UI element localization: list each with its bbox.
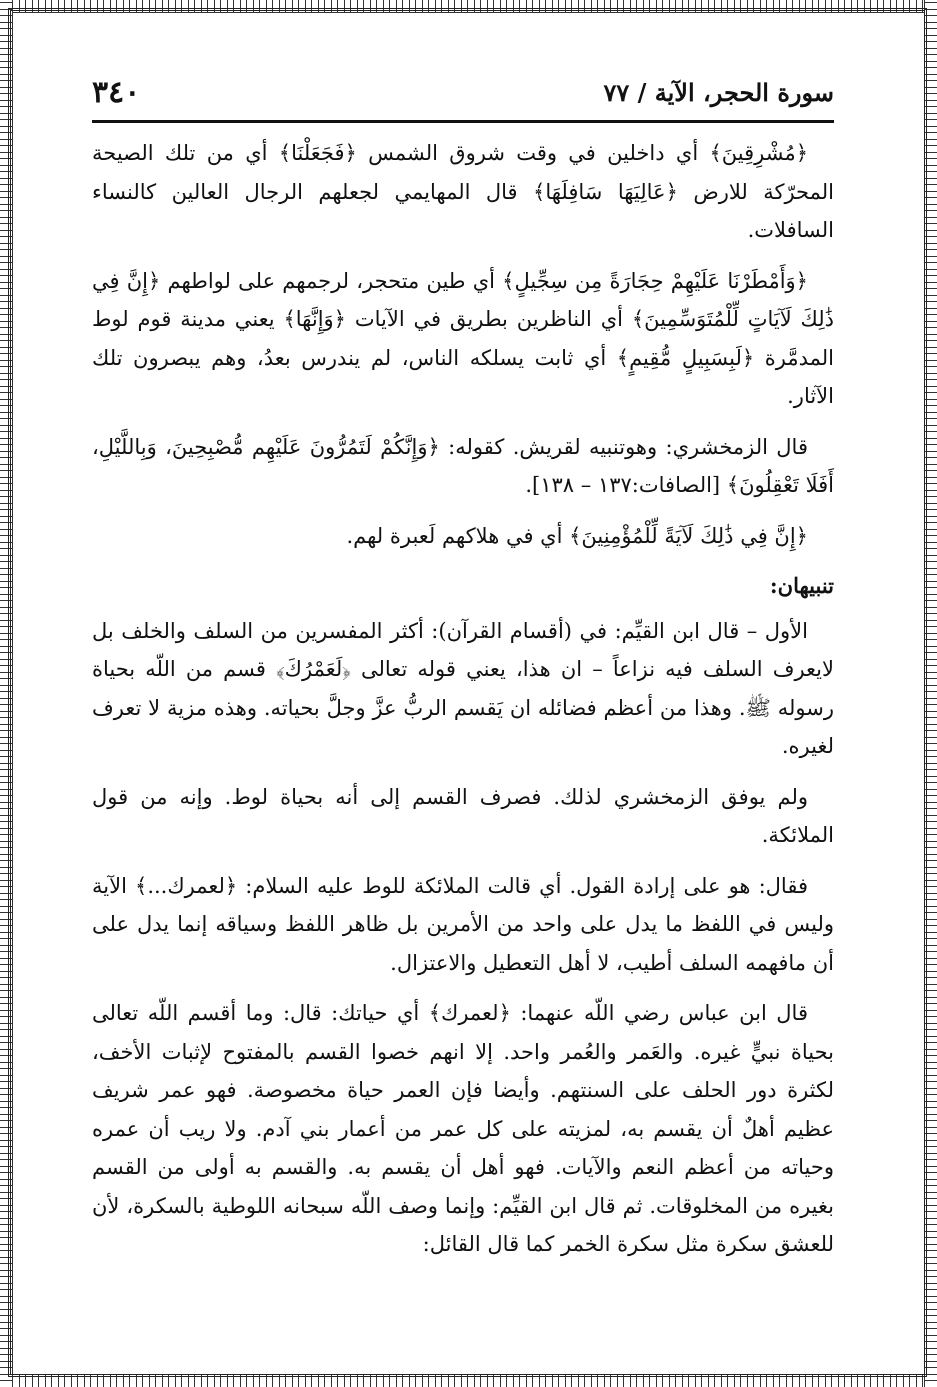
header-rule	[92, 120, 834, 123]
paragraph: ﴿إِنَّ فِي ذَٰلِكَ لَآيَةً لِّلْمُؤْمِنِينَ﴾ أي في هلاكهم لَعبرة لهم.	[346, 523, 808, 548]
paragraph: ﴿مُشْرِقِينَ﴾ أي داخلين في وقت شروق الشمس ﴿فَجَعَلْنَا﴾ أي من تلك الصيحة المحرّكة للارض ﴿عَالِيَهَا سَافِلَهَا﴾ قال المهايمي لجعلهم الرجال العالين كالنساء السافلات.	[92, 141, 834, 242]
page-body	[92, 134, 834, 1276]
paragraph: ﴿وَأَمْطَرْنَا عَلَيْهِمْ حِجَارَةً مِن سِجِّيلٍ﴾ أي طين متحجر، لرجمهم على لواطهم ﴿إِنَّ فِي ذَٰلِكَ لَآيَاتٍ لِّلْمُتَوَسِّمِينَ﴾ أي الناظرين بطريق في الآيات ﴿وَإِنَّهَا﴾ يعني مدينة قوم لوط المدمَّرة ﴿لَبِسَبِيلٍ مُّقِيمٍ﴾ أي ثابت يسلكه الناس، لم يندرس بعدُ، وهم يبصرون تلك الآثار.	[92, 268, 834, 408]
paragraph: ولم يوفق الزمخشري لذلك. فصرف القسم إلى أنه بحياة لوط. وإنه من قول الملائكة.	[92, 784, 834, 847]
paragraph: قال ابن عباس رضي اللّه عنهما: ﴿لعمرك﴾ أي حياتك: قال: وما أقسم اللّه تعالى بحياة نبيٍّ غيره. والعَمر والعُمر واحد. إلا انهم خصوا القسم بالمفتوح لإثبات الأخف، لكثرة دور الحلف على السنتهم. وأيضا فإن العمر حياة مخصوصة. فهو عمر شريف عظيم أهلٌ أن يقسم به، لمزيته على كل عمر من أعمار بني آدم. ولا ريب أن عمره وحياته من أعظم النعم والآيات. فهو أهل أن يقسم به. والقسم به أولى من القسم بغيره من المخلوقات. ثم قال ابن القيِّم: وإنما وصف اللّه سبحانه اللوطية بالسكرة، لأن للعشق سكرة مثل سكرة الخمر كما قال القائل:	[92, 1001, 834, 1256]
paragraph: قال الزمخشري: وهوتنبيه لقريش. كقوله: ﴿وَإِنَّكُمْ لَتَمُرُّونَ عَلَيْهِم مُّصْبِحِينَ، وَبِاللَّيْلِ، أَفَلَا تَعْقِلُونَ﴾ [الصافات:١٣٧ – ١٣٨].	[92, 434, 834, 497]
page-number: ٣٤٠	[92, 74, 141, 110]
paragraph: فقال: هو على إرادة القول. أي قالت الملائكة للوط عليه السلام: ﴿لعمرك...﴾ الآية وليس في اللفظ ما يدل على واحد من الأمرين بل ظاهر اللفظ وسياقه إنما يدل على أن مافهمه السلف أطيب، لا أهل التعطيل والاعتزال.	[92, 873, 835, 975]
page-header	[92, 66, 834, 118]
paragraph: الأول – قال ابن القيِّم: في (أقسام القرآن): أكثر المفسرين من السلف والخلف بل لايعرف السلف فيه نزاعاً – ان هذا، يعني قوله تعالى ﴿لَعَمْرُكَ﴾ قسم من اللّه بحياة رسوله ﷺ. وهذا من أعظم فضائله ان يَقسم الربُّ عزَّ وجلَّ بحياته. وهذه مزية لا تعرف لغيره.	[92, 618, 834, 758]
running-title: سورة الحجر، الآية / ٧٧	[603, 77, 834, 107]
section-heading: تنبيهان:	[769, 573, 834, 598]
